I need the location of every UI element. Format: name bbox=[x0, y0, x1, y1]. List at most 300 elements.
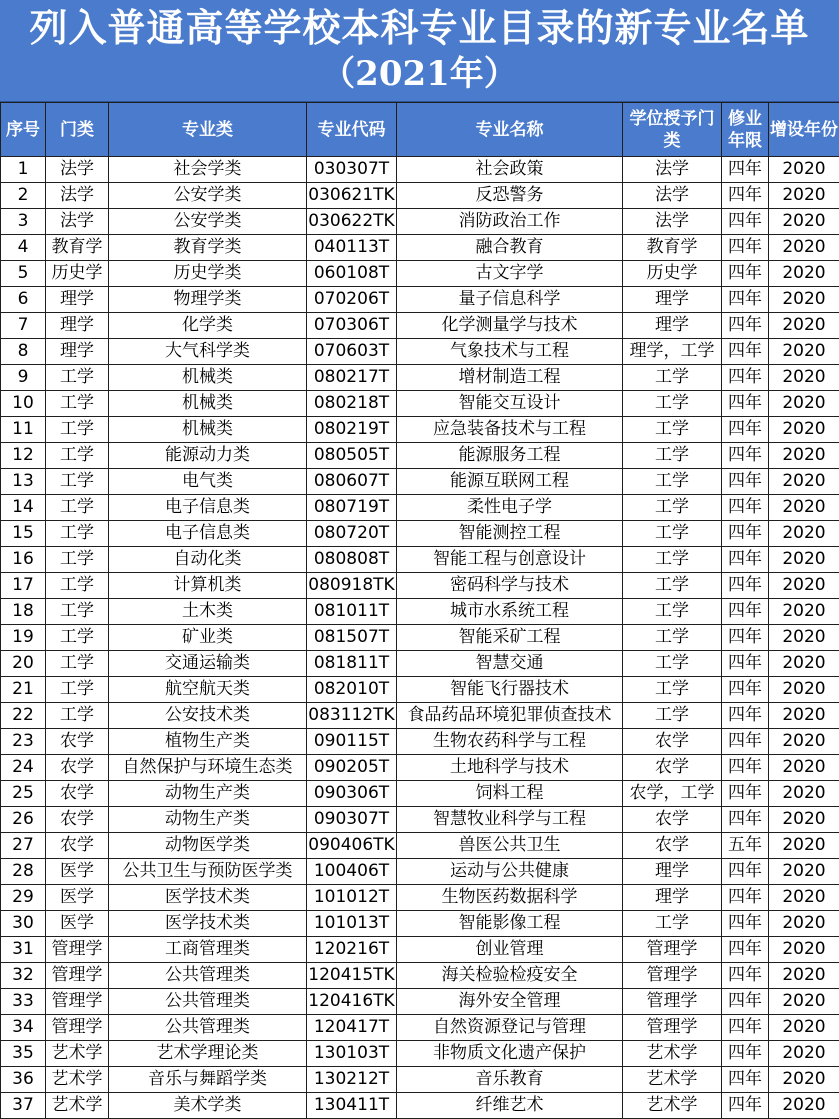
cell-index: 26 bbox=[1, 807, 46, 833]
cell-index: 18 bbox=[1, 599, 46, 625]
cell-major-class: 音乐与舞蹈学类 bbox=[109, 1067, 307, 1093]
table-row bbox=[1, 469, 839, 495]
cell-degree: 理学 bbox=[623, 859, 722, 885]
cell-major-class: 医学技术类 bbox=[109, 911, 307, 937]
cell-major-class: 大气科学类 bbox=[109, 339, 307, 365]
cell-duration: 四年 bbox=[722, 755, 769, 781]
cell-category: 工学 bbox=[46, 521, 109, 547]
cell-category: 农学 bbox=[46, 807, 109, 833]
cell-major-class: 自然保护与环境生态类 bbox=[109, 755, 307, 781]
cell-index: 34 bbox=[1, 1015, 46, 1041]
cell-duration: 四年 bbox=[722, 339, 769, 365]
cell-category: 工学 bbox=[46, 599, 109, 625]
cell-year: 2020 bbox=[769, 417, 839, 443]
cell-major-code: 080808T bbox=[307, 547, 397, 573]
col-header-category: 门类 bbox=[46, 103, 109, 157]
cell-major-code: 120415TK bbox=[307, 963, 397, 989]
cell-duration: 四年 bbox=[722, 391, 769, 417]
cell-major-class: 自动化类 bbox=[109, 547, 307, 573]
cell-duration: 四年 bbox=[722, 495, 769, 521]
cell-index: 30 bbox=[1, 911, 46, 937]
cell-major-code: 030307T bbox=[307, 157, 397, 183]
cell-duration: 四年 bbox=[722, 183, 769, 209]
cell-major-code: 120417T bbox=[307, 1015, 397, 1041]
table-row bbox=[1, 885, 839, 911]
cell-degree: 艺术学 bbox=[623, 1067, 722, 1093]
cell-major-class: 能源动力类 bbox=[109, 443, 307, 469]
cell-major-name: 融合教育 bbox=[397, 235, 623, 261]
cell-duration: 四年 bbox=[722, 157, 769, 183]
cell-year: 2020 bbox=[769, 963, 839, 989]
table-row bbox=[1, 339, 839, 365]
col-header-index: 序号 bbox=[1, 103, 46, 157]
cell-duration: 四年 bbox=[722, 521, 769, 547]
table-row bbox=[1, 859, 839, 885]
cell-index: 33 bbox=[1, 989, 46, 1015]
title-banner bbox=[0, 0, 839, 102]
cell-category: 历史学 bbox=[46, 261, 109, 287]
cell-major-code: 120216T bbox=[307, 937, 397, 963]
col-header-duration: 修业年限 bbox=[722, 103, 769, 157]
cell-year: 2020 bbox=[769, 157, 839, 183]
cell-major-code: 080719T bbox=[307, 495, 397, 521]
cell-index: 19 bbox=[1, 625, 46, 651]
cell-duration: 四年 bbox=[722, 287, 769, 313]
table-row bbox=[1, 703, 839, 729]
cell-major-class: 公安学类 bbox=[109, 209, 307, 235]
cell-major-code: 080918TK bbox=[307, 573, 397, 599]
cell-duration: 四年 bbox=[722, 547, 769, 573]
cell-major-code: 080219T bbox=[307, 417, 397, 443]
table-row bbox=[1, 677, 839, 703]
cell-major-class: 教育学类 bbox=[109, 235, 307, 261]
cell-index: 6 bbox=[1, 287, 46, 313]
table-row bbox=[1, 625, 839, 651]
table-row bbox=[1, 911, 839, 937]
cell-major-code: 130411T bbox=[307, 1093, 397, 1119]
cell-major-code: 070306T bbox=[307, 313, 397, 339]
cell-major-class: 公安技术类 bbox=[109, 703, 307, 729]
cell-category: 农学 bbox=[46, 755, 109, 781]
cell-major-class: 工商管理类 bbox=[109, 937, 307, 963]
cell-major-name: 自然资源登记与管理 bbox=[397, 1015, 623, 1041]
cell-major-class: 土木类 bbox=[109, 599, 307, 625]
cell-year: 2020 bbox=[769, 495, 839, 521]
cell-major-name: 智能测控工程 bbox=[397, 521, 623, 547]
cell-index: 27 bbox=[1, 833, 46, 859]
cell-major-code: 070603T bbox=[307, 339, 397, 365]
table-row bbox=[1, 261, 839, 287]
cell-major-code: 060108T bbox=[307, 261, 397, 287]
cell-category: 理学 bbox=[46, 287, 109, 313]
cell-major-class: 美术学类 bbox=[109, 1093, 307, 1119]
cell-major-code: 090307T bbox=[307, 807, 397, 833]
cell-category: 工学 bbox=[46, 703, 109, 729]
cell-major-code: 081507T bbox=[307, 625, 397, 651]
cell-major-class: 动物生产类 bbox=[109, 781, 307, 807]
cell-index: 8 bbox=[1, 339, 46, 365]
cell-major-class: 化学类 bbox=[109, 313, 307, 339]
cell-index: 5 bbox=[1, 261, 46, 287]
cell-category: 工学 bbox=[46, 625, 109, 651]
cell-major-class: 电气类 bbox=[109, 469, 307, 495]
cell-year: 2020 bbox=[769, 729, 839, 755]
cell-duration: 四年 bbox=[722, 781, 769, 807]
cell-index: 4 bbox=[1, 235, 46, 261]
cell-degree: 工学 bbox=[623, 417, 722, 443]
cell-duration: 四年 bbox=[722, 261, 769, 287]
cell-year: 2020 bbox=[769, 1015, 839, 1041]
cell-year: 2020 bbox=[769, 651, 839, 677]
cell-index: 3 bbox=[1, 209, 46, 235]
cell-major-code: 081011T bbox=[307, 599, 397, 625]
cell-year: 2020 bbox=[769, 183, 839, 209]
cell-degree: 工学 bbox=[623, 625, 722, 651]
table-row bbox=[1, 1041, 839, 1067]
cell-category: 法学 bbox=[46, 183, 109, 209]
cell-index: 20 bbox=[1, 651, 46, 677]
cell-major-code: 030622TK bbox=[307, 209, 397, 235]
cell-duration: 四年 bbox=[722, 365, 769, 391]
cell-index: 16 bbox=[1, 547, 46, 573]
cell-major-class: 航空航天类 bbox=[109, 677, 307, 703]
table-header-row bbox=[1, 103, 839, 157]
cell-year: 2020 bbox=[769, 625, 839, 651]
table-row bbox=[1, 417, 839, 443]
cell-major-code: 090306T bbox=[307, 781, 397, 807]
table-row bbox=[1, 365, 839, 391]
cell-category: 农学 bbox=[46, 729, 109, 755]
cell-category: 工学 bbox=[46, 469, 109, 495]
cell-major-class: 机械类 bbox=[109, 365, 307, 391]
cell-year: 2020 bbox=[769, 339, 839, 365]
cell-index: 11 bbox=[1, 417, 46, 443]
cell-year: 2020 bbox=[769, 885, 839, 911]
cell-year: 2020 bbox=[769, 911, 839, 937]
cell-category: 医学 bbox=[46, 859, 109, 885]
table-row bbox=[1, 495, 839, 521]
table-row bbox=[1, 807, 839, 833]
cell-category: 工学 bbox=[46, 417, 109, 443]
cell-category: 法学 bbox=[46, 209, 109, 235]
cell-category: 管理学 bbox=[46, 1015, 109, 1041]
cell-index: 31 bbox=[1, 937, 46, 963]
cell-major-name: 智慧牧业科学与工程 bbox=[397, 807, 623, 833]
majors-table bbox=[0, 102, 839, 1119]
cell-year: 2020 bbox=[769, 859, 839, 885]
cell-year: 2020 bbox=[769, 989, 839, 1015]
cell-year: 2020 bbox=[769, 391, 839, 417]
cell-category: 医学 bbox=[46, 885, 109, 911]
cell-degree: 法学 bbox=[623, 183, 722, 209]
table-row bbox=[1, 209, 839, 235]
cell-major-code: 080505T bbox=[307, 443, 397, 469]
cell-degree: 农学，工学 bbox=[623, 781, 722, 807]
cell-major-code: 101012T bbox=[307, 885, 397, 911]
cell-major-class: 电子信息类 bbox=[109, 495, 307, 521]
cell-major-name: 土地科学与技术 bbox=[397, 755, 623, 781]
cell-duration: 四年 bbox=[722, 1067, 769, 1093]
cell-duration: 四年 bbox=[722, 729, 769, 755]
table-row bbox=[1, 183, 839, 209]
cell-major-class: 机械类 bbox=[109, 417, 307, 443]
table-row bbox=[1, 989, 839, 1015]
cell-major-class: 计算机类 bbox=[109, 573, 307, 599]
cell-duration: 四年 bbox=[722, 703, 769, 729]
cell-major-name: 能源服务工程 bbox=[397, 443, 623, 469]
cell-degree: 农学 bbox=[623, 833, 722, 859]
table-row bbox=[1, 157, 839, 183]
cell-major-code: 080607T bbox=[307, 469, 397, 495]
cell-major-class: 公共管理类 bbox=[109, 989, 307, 1015]
cell-major-class: 机械类 bbox=[109, 391, 307, 417]
cell-degree: 工学 bbox=[623, 677, 722, 703]
cell-major-code: 130103T bbox=[307, 1041, 397, 1067]
cell-degree: 理学 bbox=[623, 287, 722, 313]
table-row bbox=[1, 547, 839, 573]
cell-degree: 教育学 bbox=[623, 235, 722, 261]
table-row bbox=[1, 599, 839, 625]
table-row bbox=[1, 833, 839, 859]
table-row bbox=[1, 729, 839, 755]
cell-major-name: 海外安全管理 bbox=[397, 989, 623, 1015]
cell-major-class: 植物生产类 bbox=[109, 729, 307, 755]
cell-index: 15 bbox=[1, 521, 46, 547]
cell-duration: 四年 bbox=[722, 209, 769, 235]
page-title: 列入普通高等学校本科专业目录的新专业名单 bbox=[29, 5, 810, 50]
cell-major-name: 消防政治工作 bbox=[397, 209, 623, 235]
cell-index: 28 bbox=[1, 859, 46, 885]
cell-degree: 艺术学 bbox=[623, 1041, 722, 1067]
cell-major-name: 柔性电子学 bbox=[397, 495, 623, 521]
cell-degree: 农学 bbox=[623, 755, 722, 781]
table-row bbox=[1, 963, 839, 989]
cell-year: 2020 bbox=[769, 573, 839, 599]
cell-duration: 四年 bbox=[722, 1041, 769, 1067]
cell-major-name: 饲料工程 bbox=[397, 781, 623, 807]
cell-index: 24 bbox=[1, 755, 46, 781]
cell-major-name: 量子信息科学 bbox=[397, 287, 623, 313]
cell-major-name: 智能飞行器技术 bbox=[397, 677, 623, 703]
table-row bbox=[1, 391, 839, 417]
cell-major-name: 智能工程与创意设计 bbox=[397, 547, 623, 573]
cell-year: 2020 bbox=[769, 677, 839, 703]
cell-major-code: 083112TK bbox=[307, 703, 397, 729]
cell-year: 2020 bbox=[769, 807, 839, 833]
cell-year: 2020 bbox=[769, 937, 839, 963]
table-row bbox=[1, 1015, 839, 1041]
cell-degree: 管理学 bbox=[623, 937, 722, 963]
cell-year: 2020 bbox=[769, 781, 839, 807]
cell-degree: 工学 bbox=[623, 443, 722, 469]
col-header-degree: 学位授予门类 bbox=[623, 103, 722, 157]
cell-year: 2020 bbox=[769, 469, 839, 495]
cell-major-name: 古文字学 bbox=[397, 261, 623, 287]
cell-major-class: 物理学类 bbox=[109, 287, 307, 313]
cell-degree: 工学 bbox=[623, 469, 722, 495]
cell-year: 2020 bbox=[769, 1093, 839, 1119]
cell-index: 2 bbox=[1, 183, 46, 209]
cell-degree: 管理学 bbox=[623, 1015, 722, 1041]
cell-duration: 四年 bbox=[722, 443, 769, 469]
cell-category: 工学 bbox=[46, 651, 109, 677]
cell-index: 17 bbox=[1, 573, 46, 599]
cell-duration: 四年 bbox=[722, 573, 769, 599]
cell-major-class: 电子信息类 bbox=[109, 521, 307, 547]
cell-major-class: 矿业类 bbox=[109, 625, 307, 651]
cell-major-name: 智能交互设计 bbox=[397, 391, 623, 417]
cell-year: 2020 bbox=[769, 1041, 839, 1067]
cell-degree: 工学 bbox=[623, 547, 722, 573]
cell-index: 25 bbox=[1, 781, 46, 807]
cell-major-name: 智能影像工程 bbox=[397, 911, 623, 937]
cell-category: 工学 bbox=[46, 677, 109, 703]
cell-major-code: 030621TK bbox=[307, 183, 397, 209]
cell-category: 工学 bbox=[46, 391, 109, 417]
cell-major-class: 社会学类 bbox=[109, 157, 307, 183]
cell-degree: 工学 bbox=[623, 391, 722, 417]
cell-duration: 四年 bbox=[722, 677, 769, 703]
cell-major-name: 密码科学与技术 bbox=[397, 573, 623, 599]
cell-category: 艺术学 bbox=[46, 1067, 109, 1093]
cell-duration: 四年 bbox=[722, 989, 769, 1015]
cell-major-code: 070206T bbox=[307, 287, 397, 313]
cell-major-name: 智能采矿工程 bbox=[397, 625, 623, 651]
cell-degree: 工学 bbox=[623, 521, 722, 547]
cell-duration: 四年 bbox=[722, 599, 769, 625]
table-row bbox=[1, 521, 839, 547]
cell-degree: 历史学 bbox=[623, 261, 722, 287]
cell-duration: 四年 bbox=[722, 1015, 769, 1041]
cell-major-name: 运动与公共健康 bbox=[397, 859, 623, 885]
cell-major-class: 公共管理类 bbox=[109, 1015, 307, 1041]
cell-major-class: 动物医学类 bbox=[109, 833, 307, 859]
cell-major-name: 纤维艺术 bbox=[397, 1093, 623, 1119]
cell-major-class: 艺术学理论类 bbox=[109, 1041, 307, 1067]
cell-index: 7 bbox=[1, 313, 46, 339]
cell-duration: 五年 bbox=[722, 833, 769, 859]
cell-major-name: 音乐教育 bbox=[397, 1067, 623, 1093]
col-header-major-name: 专业名称 bbox=[397, 103, 623, 157]
cell-degree: 工学 bbox=[623, 495, 722, 521]
cell-category: 工学 bbox=[46, 495, 109, 521]
cell-index: 10 bbox=[1, 391, 46, 417]
cell-degree: 理学 bbox=[623, 885, 722, 911]
cell-category: 理学 bbox=[46, 313, 109, 339]
col-header-year: 增设年份 bbox=[769, 103, 839, 157]
cell-degree: 管理学 bbox=[623, 963, 722, 989]
cell-duration: 四年 bbox=[722, 937, 769, 963]
cell-year: 2020 bbox=[769, 599, 839, 625]
cell-degree: 艺术学 bbox=[623, 1093, 722, 1119]
cell-category: 农学 bbox=[46, 781, 109, 807]
cell-degree: 农学 bbox=[623, 729, 722, 755]
cell-index: 12 bbox=[1, 443, 46, 469]
cell-year: 2020 bbox=[769, 833, 839, 859]
cell-year: 2020 bbox=[769, 755, 839, 781]
cell-major-code: 080218T bbox=[307, 391, 397, 417]
cell-major-class: 历史学类 bbox=[109, 261, 307, 287]
cell-major-name: 能源互联网工程 bbox=[397, 469, 623, 495]
cell-duration: 四年 bbox=[722, 859, 769, 885]
cell-degree: 法学 bbox=[623, 157, 722, 183]
cell-year: 2020 bbox=[769, 261, 839, 287]
cell-degree: 工学 bbox=[623, 573, 722, 599]
cell-degree: 工学 bbox=[623, 703, 722, 729]
cell-major-name: 非物质文化遗产保护 bbox=[397, 1041, 623, 1067]
cell-major-code: 090115T bbox=[307, 729, 397, 755]
cell-duration: 四年 bbox=[722, 911, 769, 937]
cell-major-name: 兽医公共卫生 bbox=[397, 833, 623, 859]
cell-duration: 四年 bbox=[722, 1093, 769, 1119]
table-row bbox=[1, 235, 839, 261]
cell-degree: 管理学 bbox=[623, 989, 722, 1015]
table-row bbox=[1, 1093, 839, 1119]
cell-major-name: 生物农药科学与工程 bbox=[397, 729, 623, 755]
cell-category: 农学 bbox=[46, 833, 109, 859]
cell-category: 管理学 bbox=[46, 963, 109, 989]
cell-major-code: 120416TK bbox=[307, 989, 397, 1015]
cell-degree: 理学 bbox=[623, 313, 722, 339]
cell-index: 13 bbox=[1, 469, 46, 495]
cell-category: 艺术学 bbox=[46, 1093, 109, 1119]
cell-degree: 理学，工学 bbox=[623, 339, 722, 365]
cell-year: 2020 bbox=[769, 235, 839, 261]
cell-index: 29 bbox=[1, 885, 46, 911]
table-row bbox=[1, 313, 839, 339]
cell-major-name: 应急装备技术与工程 bbox=[397, 417, 623, 443]
cell-major-class: 公共管理类 bbox=[109, 963, 307, 989]
cell-major-name: 食品药品环境犯罪侦查技术 bbox=[397, 703, 623, 729]
cell-index: 14 bbox=[1, 495, 46, 521]
cell-category: 艺术学 bbox=[46, 1041, 109, 1067]
cell-major-name: 城市水系统工程 bbox=[397, 599, 623, 625]
cell-duration: 四年 bbox=[722, 651, 769, 677]
table-row bbox=[1, 287, 839, 313]
cell-degree: 工学 bbox=[623, 911, 722, 937]
table-row bbox=[1, 1067, 839, 1093]
cell-major-class: 交通运输类 bbox=[109, 651, 307, 677]
cell-major-name: 社会政策 bbox=[397, 157, 623, 183]
cell-year: 2020 bbox=[769, 443, 839, 469]
cell-major-code: 090406TK bbox=[307, 833, 397, 859]
cell-degree: 工学 bbox=[623, 651, 722, 677]
cell-major-name: 增材制造工程 bbox=[397, 365, 623, 391]
cell-category: 管理学 bbox=[46, 937, 109, 963]
cell-degree: 工学 bbox=[623, 365, 722, 391]
cell-index: 37 bbox=[1, 1093, 46, 1119]
cell-index: 9 bbox=[1, 365, 46, 391]
cell-year: 2020 bbox=[769, 313, 839, 339]
cell-major-class: 公安学类 bbox=[109, 183, 307, 209]
cell-major-code: 040113T bbox=[307, 235, 397, 261]
cell-duration: 四年 bbox=[722, 625, 769, 651]
cell-degree: 农学 bbox=[623, 807, 722, 833]
table-row bbox=[1, 651, 839, 677]
cell-major-name: 智慧交通 bbox=[397, 651, 623, 677]
page-subtitle-year: （2021年） bbox=[321, 54, 518, 94]
table-row bbox=[1, 937, 839, 963]
cell-index: 1 bbox=[1, 157, 46, 183]
cell-year: 2020 bbox=[769, 287, 839, 313]
table-row bbox=[1, 781, 839, 807]
cell-category: 法学 bbox=[46, 157, 109, 183]
cell-major-name: 生物医药数据科学 bbox=[397, 885, 623, 911]
cell-index: 23 bbox=[1, 729, 46, 755]
cell-category: 管理学 bbox=[46, 989, 109, 1015]
cell-duration: 四年 bbox=[722, 469, 769, 495]
table-body bbox=[1, 157, 839, 1119]
